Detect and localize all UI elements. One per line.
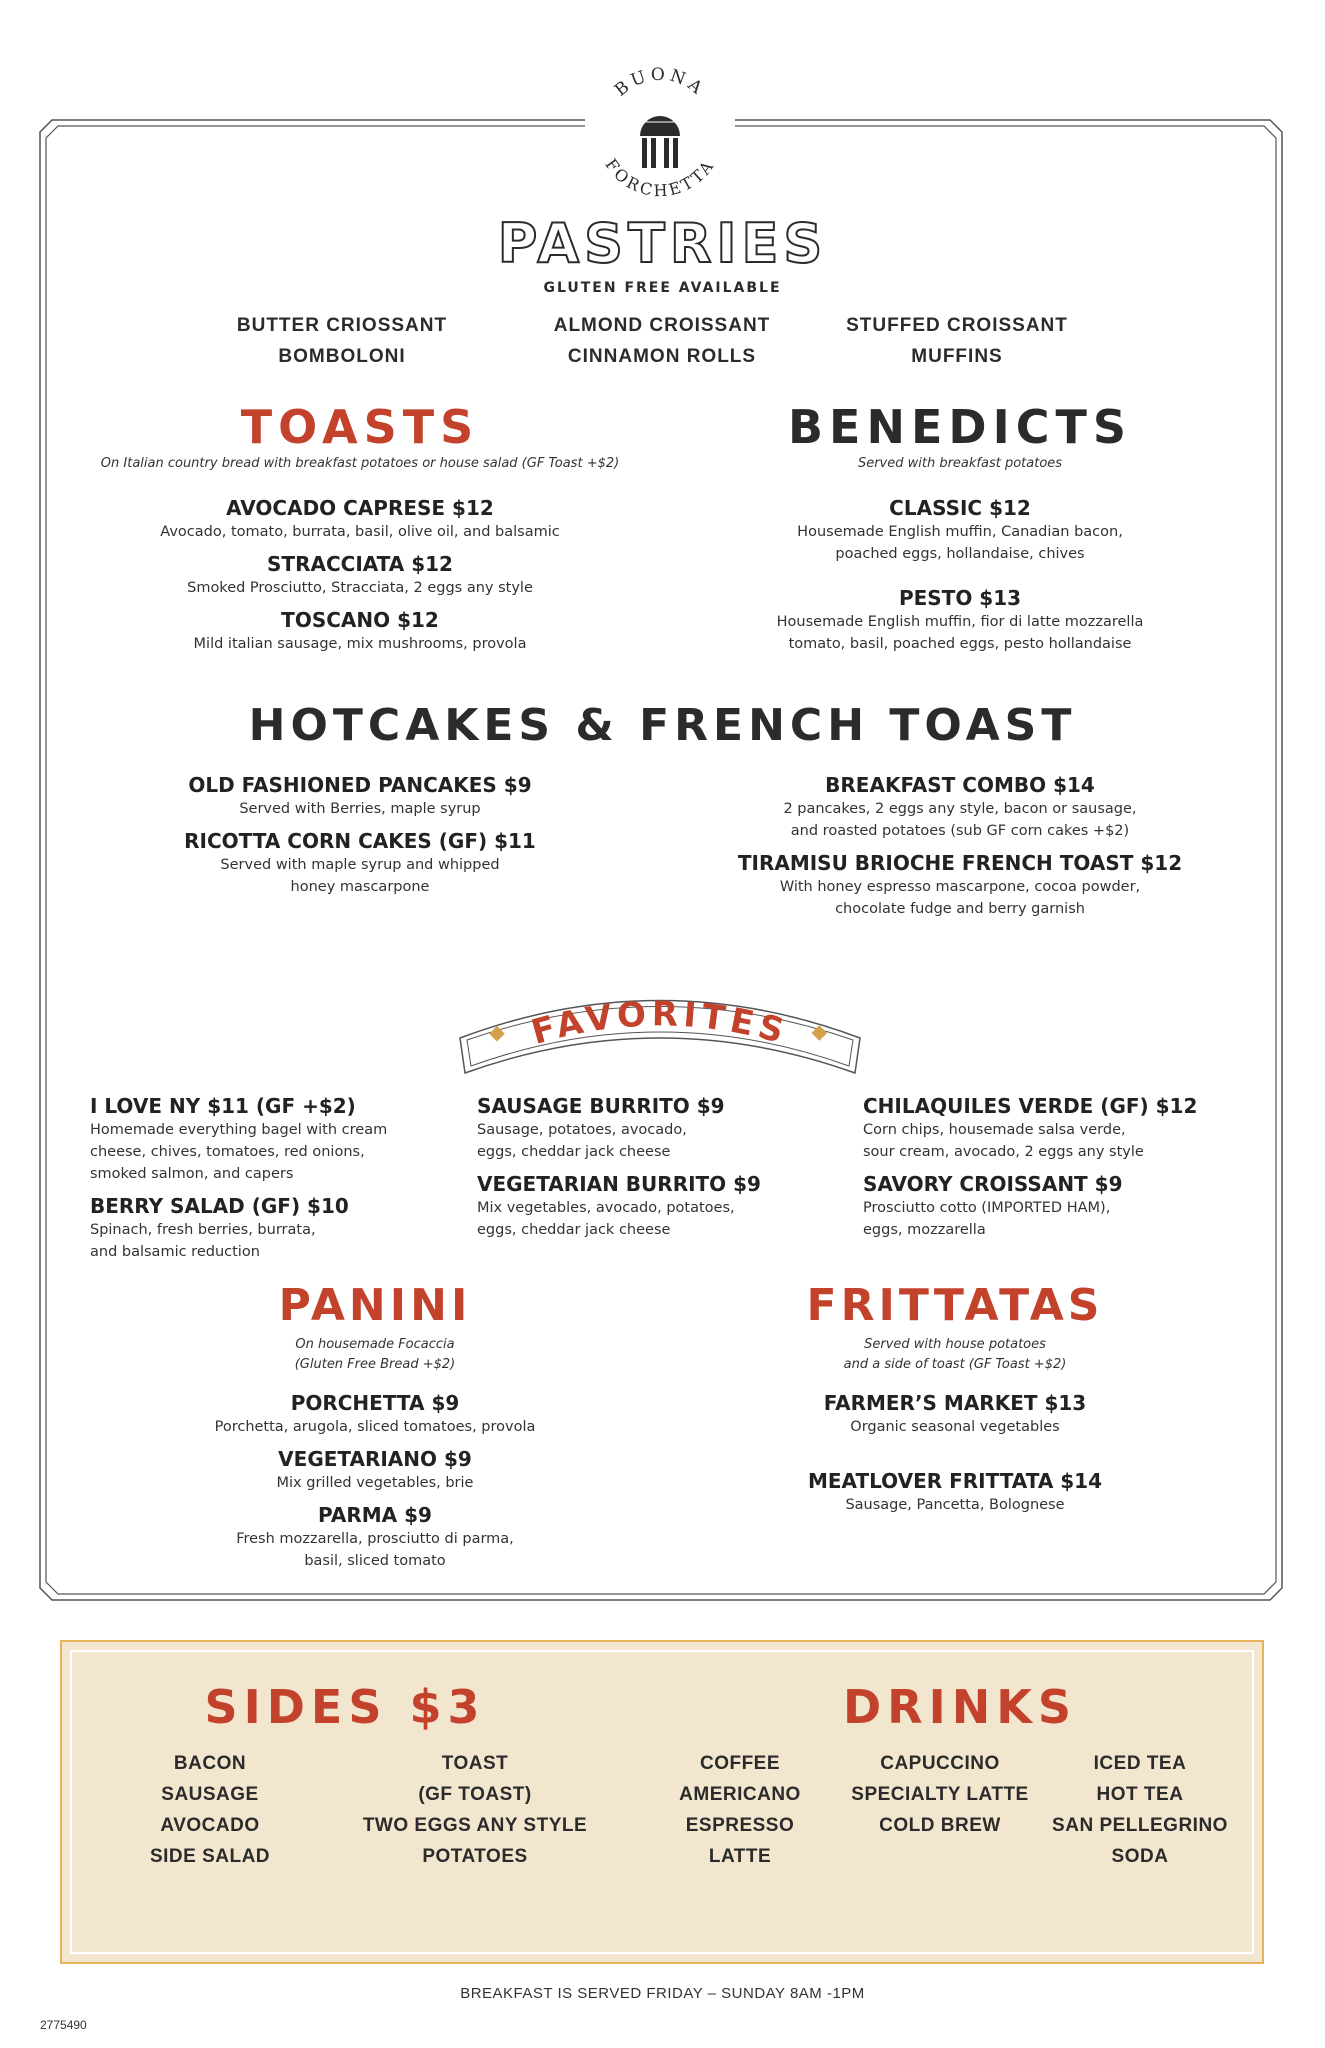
menu-item-desc: eggs, cheddar jack cheese (477, 1144, 671, 1160)
pastry-item: MUFFINS (911, 346, 1003, 367)
list-item: COLD BREW (879, 1815, 1001, 1836)
menu-item-desc: poached eggs, hollandaise, chives (835, 546, 1085, 562)
pastry-item: STUFFED CROISSANT (846, 315, 1068, 336)
list-item: ESPRESSO (685, 1815, 795, 1836)
logo-top-text: BUONA (611, 64, 709, 101)
drinks-title: DRINKS (843, 1680, 1077, 1734)
toasts-title: TOASTS (240, 400, 480, 454)
menu-item-name: VEGETARIAN BURRITO $9 (477, 1172, 761, 1196)
menu-item-desc: Mix grilled vegetables, brie (276, 1475, 474, 1491)
pastry-item: BUTTER CRIOSSANT (236, 315, 448, 336)
menu-item-desc: With honey espresso mascarpone, cocoa powder, (779, 879, 1141, 895)
frittatas-title: FRITTATAS (806, 1280, 1104, 1331)
menu-item-desc: Corn chips, housemade salsa verde, (863, 1122, 1126, 1138)
note-line: and a side of toast (GF Toast +$2) (843, 1357, 1067, 1372)
menu-item-desc: Prosciutto cotto (IMPORTED HAM), (863, 1200, 1111, 1216)
menu-item-name: TIRAMISU BRIOCHE FRENCH TOAST $12 (737, 851, 1183, 875)
list-item: COFFEE (699, 1753, 781, 1774)
list-item: TOAST (441, 1753, 509, 1774)
serving-hours: BREAKFAST IS SERVED FRIDAY – SUNDAY 8AM -1PM (460, 1985, 865, 2002)
toasts-note: On Italian country bread with breakfast potatoes or house salad (GF Toast +$2) (100, 456, 620, 471)
menu-item-desc: chocolate fudge and berry garnish (835, 901, 1085, 917)
list-item: SIDE SALAD (149, 1846, 271, 1867)
menu-item-desc: 2 pancakes, 2 eggs any style, bacon or sausage, (783, 801, 1137, 817)
menu-item-desc: Sausage, potatoes, avocado, (477, 1122, 687, 1138)
menu-item-desc: Mix vegetables, avocado, potatoes, (477, 1200, 735, 1216)
list-item: AMERICANO (679, 1784, 801, 1805)
menu-item-desc: Housemade English muffin, fior di latte mozzarella (776, 614, 1144, 630)
list-item: BACON (173, 1753, 247, 1774)
list-item: HOT TEA (1096, 1784, 1184, 1805)
sides-col-2 (345, 1748, 605, 1872)
pastry-item: ALMOND CROISSANT (553, 315, 771, 336)
list-item: SAN PELLEGRINO (1052, 1815, 1228, 1836)
drinks-col-3 (1040, 1748, 1240, 1872)
menu-item-desc: Smoked Prosciutto, Stracciata, 2 eggs any style (187, 580, 533, 596)
list-item: AVOCADO (160, 1815, 260, 1836)
svg-text:FAVORITES (527, 994, 792, 1053)
menu-item-name: VEGETARIANO $9 (278, 1447, 472, 1471)
list-item: (GF TOAST) (418, 1784, 532, 1805)
note-line: On housemade Focaccia (295, 1337, 455, 1352)
favorites-banner (455, 978, 865, 1078)
favorites-title: FAVORITES (527, 994, 793, 1053)
menu-item-name: BERRY SALAD (GF) $10 (90, 1194, 349, 1218)
menu-item-desc: Served with Berries, maple syrup (239, 801, 481, 817)
pastries-subtitle: GLUTEN FREE AVAILABLE (543, 280, 782, 296)
menu-item-desc: smoked salmon, and capers (90, 1166, 294, 1182)
favorites-col-2 (477, 1093, 857, 1249)
menu-item-name: PARMA $9 (318, 1503, 432, 1527)
menu-item-desc: Organic seasonal vegetables (850, 1419, 1060, 1435)
menu-item-name: OLD FASHIONED PANCAKES $9 (188, 773, 532, 797)
panini-title: PANINI (278, 1280, 472, 1331)
pastry-item: BOMBOLONI (278, 346, 406, 367)
frittatas-list (640, 1390, 1270, 1524)
drinks-col-2 (840, 1748, 1040, 1841)
menu-item-name: AVOCADO CAPRESE $12 (226, 496, 494, 520)
menu-item-desc: Spinach, fresh berries, burrata, (90, 1222, 316, 1238)
list-item: SPECIALTY LATTE (851, 1784, 1029, 1805)
menu-item-name: MEATLOVER FRITTATA $14 (807, 1469, 1103, 1493)
logo-emblem (585, 58, 735, 208)
drinks-col-1 (660, 1748, 820, 1872)
menu-item-desc: Mild italian sausage, mix mushrooms, provola (193, 636, 527, 652)
sides-title: SIDES $3 (204, 1680, 486, 1734)
menu-item-desc: Served with maple syrup and whipped (220, 857, 500, 873)
pastries-col-1 (212, 310, 472, 372)
list-item: CAPUCCINO (880, 1753, 1000, 1774)
note-line: Served with house potatoes (864, 1337, 1046, 1352)
list-item: SAUSAGE (161, 1784, 259, 1805)
pastry-item: CINNAMON ROLLS (567, 346, 757, 367)
favorites-col-3 (863, 1093, 1263, 1249)
benedicts-note: Served with breakfast potatoes (857, 456, 1063, 471)
benedicts-list (660, 495, 1260, 663)
menu-item-name: RICOTTA CORN CAKES (GF) $11 (184, 829, 536, 853)
document-code: 2775490 (40, 2018, 87, 2032)
list-item: ICED TEA (1093, 1753, 1187, 1774)
menu-item-name: SAUSAGE BURRITO $9 (477, 1094, 725, 1118)
panini-note (60, 1335, 690, 1375)
panini-list (60, 1390, 690, 1580)
sides-col-1 (110, 1748, 310, 1872)
menu-item-name: I LOVE NY $11 (GF +$2) (90, 1094, 356, 1118)
menu-item-desc: basil, sliced tomato (304, 1553, 446, 1569)
pastries-col-3 (827, 310, 1087, 372)
menu-item-desc: cheese, chives, tomatoes, red onions, (90, 1144, 365, 1160)
menu-item-desc: eggs, mozzarella (863, 1222, 986, 1238)
menu-item-desc: Housemade English muffin, Canadian bacon, (797, 524, 1123, 540)
toasts-list (60, 495, 660, 663)
frittatas-note (640, 1335, 1270, 1375)
menu-item-desc: and roasted potatoes (sub GF corn cakes +$2) (790, 823, 1130, 839)
menu-item-name: CHILAQUILES VERDE (GF) $12 (863, 1094, 1198, 1118)
list-item: POTATOES (422, 1846, 528, 1867)
menu-item-desc: sour cream, avocado, 2 eggs any style (863, 1144, 1144, 1160)
pastries-title: PASTRIES (497, 212, 828, 275)
menu-item-desc: Sausage, Pancetta, Bolognese (845, 1497, 1065, 1513)
hotcakes-right-list (660, 772, 1260, 928)
favorites-col-1 (90, 1093, 470, 1271)
menu-item-desc: tomato, basil, poached eggs, pesto hollandaise (788, 636, 1132, 652)
menu-item-name: CLASSIC $12 (889, 496, 1031, 520)
pastries-col-2 (532, 310, 792, 372)
list-item: LATTE (708, 1846, 772, 1867)
list-item: SODA (1111, 1846, 1169, 1867)
menu-item-name: SAVORY CROISSANT $9 (863, 1172, 1123, 1196)
hotcakes-title: HOTCAKES & FRENCH TOAST (248, 700, 1077, 751)
menu-item-name: BREAKFAST COMBO $14 (825, 773, 1095, 797)
menu-item-name: FARMER’S MARKET $13 (823, 1391, 1087, 1415)
menu-item-name: PESTO $13 (898, 586, 1022, 610)
list-item: TWO EGGS ANY STYLE (362, 1815, 588, 1836)
menu-item-desc: and balsamic reduction (90, 1244, 260, 1260)
note-line: (Gluten Free Bread +$2) (294, 1357, 456, 1372)
menu-item-name: PORCHETTA $9 (290, 1391, 460, 1415)
benedicts-title: BENEDICTS (788, 400, 1132, 454)
menu-item-desc: Fresh mozzarella, prosciutto di parma, (236, 1531, 514, 1547)
logo-bottom-text: FORCHETTA (601, 155, 719, 201)
menu-item-name: STRACCIATA $12 (267, 552, 453, 576)
menu-item-desc: honey mascarpone (290, 879, 430, 895)
menu-item-desc: Avocado, tomato, burrata, basil, olive oil, and balsamic (160, 524, 560, 540)
hotcakes-left-list (60, 772, 660, 906)
menu-item-name: TOSCANO $12 (281, 608, 439, 632)
menu-item-desc: eggs, cheddar jack cheese (477, 1222, 671, 1238)
menu-item-desc: Porchetta, arugola, sliced tomatoes, provola (214, 1419, 536, 1435)
menu-item-desc: Homemade everything bagel with cream (90, 1122, 388, 1138)
